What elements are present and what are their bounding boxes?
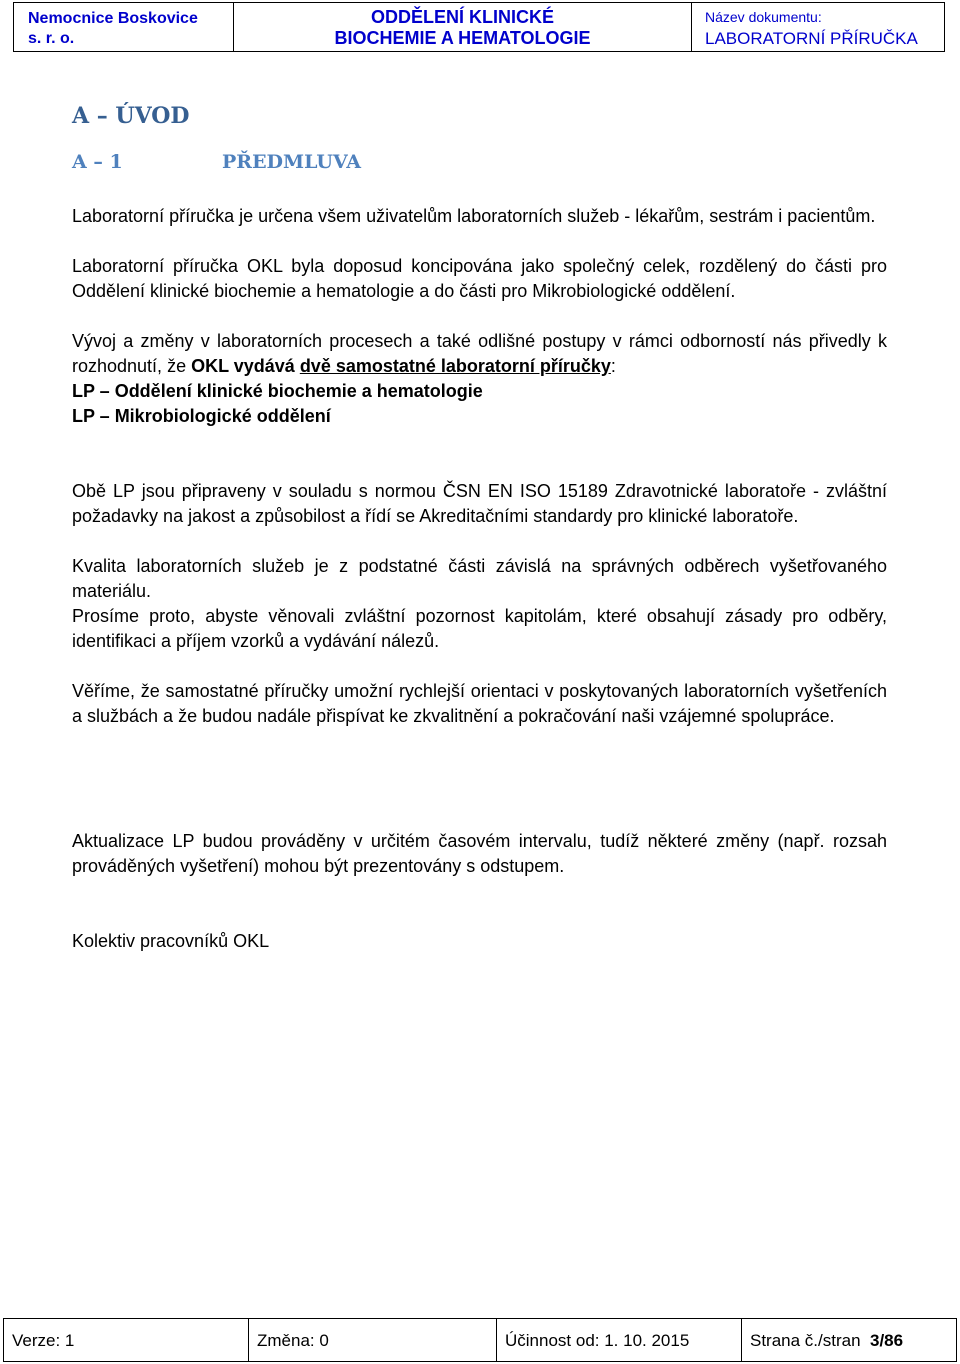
header-table — [13, 2, 945, 52]
paragraph-purpose: Laboratorní příručka je určena všem uživatelům laboratorních služeb - lékařům, sestrám i pacientům. — [72, 206, 876, 226]
footer-version: Verze: 1 — [4, 1319, 249, 1361]
header-institution — [14, 3, 234, 51]
page-number: 3/86 — [870, 1331, 904, 1350]
decision-text: Vývoj a změny v laboratorních procesech a také odlišné postupy v rámci odborností nás přivedly k rozhodnutí, že — [72, 331, 887, 376]
department-line-2: BIOCHEMIE A HEMATOLOGIE — [334, 28, 591, 48]
document-name-label: Název dokumentu: — [705, 9, 822, 25]
decision-colon: : — [610, 356, 616, 376]
document-body — [72, 204, 913, 954]
paragraph-updates: Aktualizace LP budou prováděny v určitém časovém intervalu, tudíž některé změny (např. rozsah prováděných vyšetření) mohou být prezentovány s odstupem. — [72, 831, 887, 876]
decision-underlined-text: dvě samostatné laboratorní příručky — [299, 356, 611, 376]
header-department — [234, 3, 692, 51]
subsection-number: A – 1 — [72, 151, 123, 173]
footer-table — [3, 1318, 957, 1362]
footer-change: Změna: 0 — [249, 1319, 497, 1361]
decision-bold-text: OKL vydává — [191, 356, 300, 376]
institution-name: Nemocnice Boskovice — [28, 10, 198, 27]
paragraph-quality: Kvalita laboratorních služeb je z podstatné části závislá na správných odběrech vyšetřovaného materiálu. — [72, 556, 887, 601]
paragraph-attention: Prosíme proto, abyste věnovali zvláštní pozornost kapitolám, které obsahují zásady pro odběry, identifikaci a příjem vzorků a vydávání nálezů. — [72, 606, 887, 651]
signature-collective: Kolektiv pracovníků OKL — [72, 931, 270, 951]
lp-item-microbiology: LP – Mikrobiologické oddělení — [72, 406, 331, 426]
subsection-heading — [72, 151, 472, 173]
page-label: Strana č./stran — [750, 1331, 870, 1350]
document-name-value: LABORATORNÍ PŘÍRUČKA — [705, 29, 918, 48]
department-line-1: ODDĚLENÍ KLINICKÉ — [370, 7, 554, 27]
paragraph-standard: Obě LP jsou připraveny v souladu s normou ČSN EN ISO 15189 Zdravotnické laboratoře - zvláštní požadavky na jakost a způsobilost a řídí se Akreditačními standardy pro klinické laboratoře. — [72, 481, 887, 526]
footer-effective-date: Účinnost od: 1. 10. 2015 — [497, 1319, 742, 1361]
footer-page — [742, 1319, 956, 1361]
institution-legal-form: s. r. o. — [28, 30, 75, 47]
paragraph-belief: Věříme, že samostatné příručky umožní rychlejší orientaci v poskytovaných laboratorních vyšetřeních a službách a že budou nadále přispívat ke zkvalitnění a pokračování naši vzájemné spolupráce. — [72, 681, 887, 726]
paragraph-decision — [72, 329, 887, 379]
subsection-title: PŘEDMLUVA — [222, 151, 361, 173]
lp-item-biochemistry: LP – Oddělení klinické biochemie a hematologie — [72, 381, 483, 401]
header-document-name — [692, 3, 944, 51]
section-title: A – ÚVOD — [72, 103, 190, 129]
paragraph-history: Laboratorní příručka OKL byla doposud koncipována jako společný celek, rozdělený do části pro Oddělení klinické biochemie a hematologie a do části pro Mikrobiologické oddělení. — [72, 256, 913, 301]
